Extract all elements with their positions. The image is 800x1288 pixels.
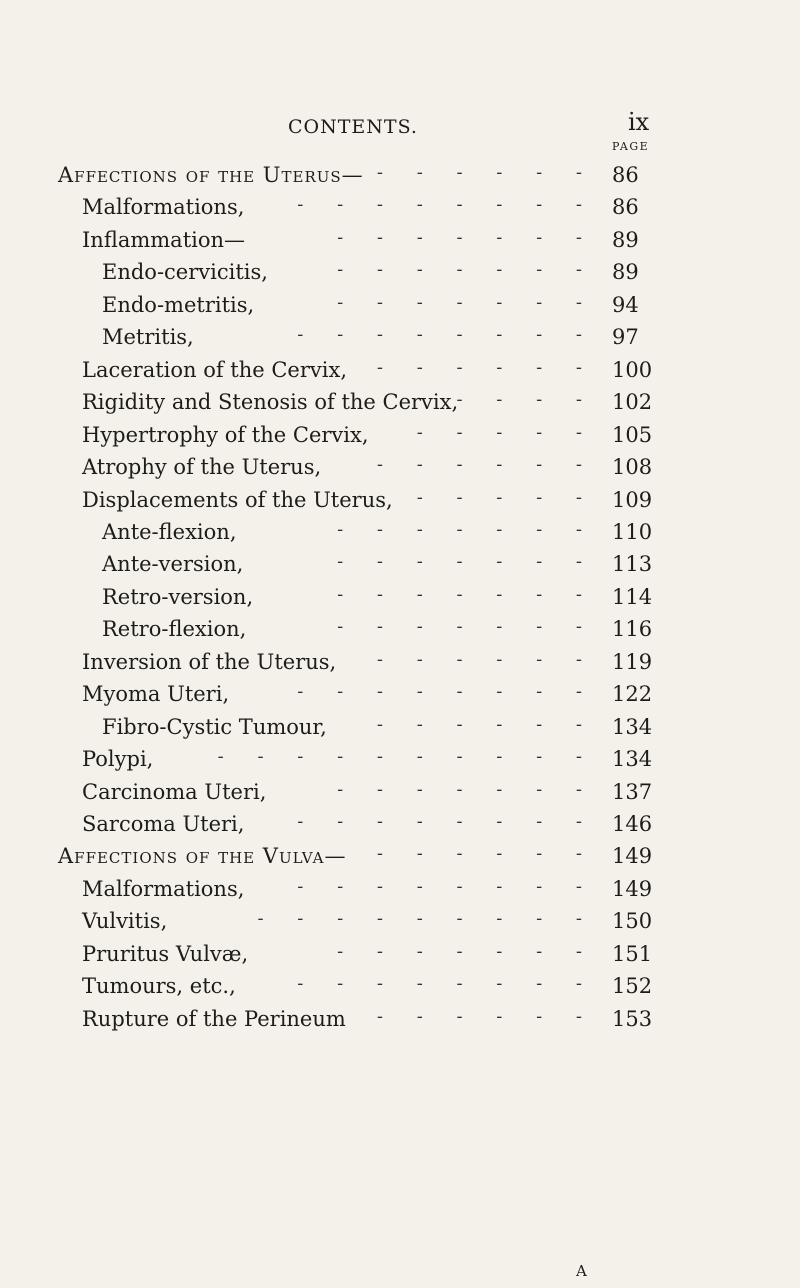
toc-entry-title: Pruritus Vulvæ, (82, 941, 249, 966)
toc-entry-page: 86 (612, 163, 639, 187)
toc-leader-dashes: - - - - - - - (337, 778, 596, 800)
toc-leader-dashes: - - - - - - (376, 713, 596, 735)
toc-entry (0, 255, 800, 289)
toc-entry-page: 116 (612, 617, 653, 642)
toc-leader-dashes: - - - - - - (376, 356, 596, 378)
toc-entry (0, 839, 800, 873)
toc-entry (0, 158, 800, 192)
toc-entry-title: Tumours, etc., (82, 974, 236, 999)
toc-entry-title: Myoma Uteri, (82, 682, 230, 707)
toc-entry-title: Endo-cervicitis, (102, 260, 268, 285)
toc-entry-title: Retro-version, (102, 584, 254, 609)
toc-entry-title: Endo-metritis, (102, 292, 255, 317)
toc-entry-page: 149 (612, 876, 653, 901)
toc-entry (0, 385, 800, 419)
toc-entry (0, 580, 800, 614)
toc-leader-dashes: - - - - - - - (337, 291, 596, 313)
toc-entry-page: 89 (612, 260, 639, 285)
toc-leader-dashes: - - - - - - - (337, 226, 596, 248)
toc-entry-page: 105 (612, 422, 653, 447)
header-page-number: ix (628, 108, 650, 136)
toc-entry-page: 89 (612, 227, 639, 252)
toc-entry-page: 86 (612, 195, 639, 220)
toc-entry-title: Inflammation— (82, 227, 246, 252)
toc-entry-title: Atrophy of the Uterus, (82, 455, 322, 480)
toc-leader-dashes: - - - - - - (376, 648, 596, 670)
toc-entry (0, 612, 800, 646)
toc-entry (0, 710, 800, 744)
toc-leader-dashes: - - - - - - - (337, 616, 596, 638)
toc-entry-page: 137 (612, 779, 653, 804)
toc-entry-page: 109 (612, 487, 653, 512)
toc-entry-page: 134 (612, 714, 653, 739)
toc-entry (0, 450, 800, 484)
toc-entry (0, 872, 800, 906)
toc-entry-page: 152 (612, 974, 653, 999)
toc-entry-title: Polypi, (82, 747, 154, 772)
toc-entry (0, 937, 800, 971)
toc-entry (0, 677, 800, 711)
toc-entry-title: Vulvitis, (82, 909, 168, 934)
toc-entry-page: 119 (612, 649, 653, 674)
toc-entry-title: Ante-flexion, (102, 519, 237, 544)
toc-entry-page: 114 (612, 584, 653, 609)
toc-entry-page: 102 (612, 390, 653, 415)
toc-entry-title: Laceration of the Cervix, (82, 357, 348, 382)
toc-leader-dashes: - - - - - - - (337, 940, 596, 962)
signature-mark: A (576, 1262, 587, 1280)
toc-entry (0, 547, 800, 581)
toc-entry (0, 807, 800, 841)
toc-entry-page: 122 (612, 682, 653, 707)
toc-leader-dashes: - - - - - (416, 421, 596, 443)
toc-leader-dashes: - - - - - - - - (297, 681, 596, 703)
toc-entry-title: Inversion of the Uterus, (82, 649, 337, 674)
toc-leader-dashes: - - - - - - - - - - (217, 746, 596, 768)
toc-leader-dashes: - - - - - - - (337, 551, 596, 573)
toc-entry (0, 190, 800, 224)
toc-leader-dashes: - - - - - - (376, 843, 596, 865)
toc-leader-dashes: - - - - (456, 389, 596, 411)
toc-entry-title: Carcinoma Uteri, (82, 779, 267, 804)
toc-leader-dashes: - - - - - - (376, 1005, 596, 1027)
toc-entry-title: Rigidity and Stenosis of the Cervix, (82, 390, 459, 415)
toc-entry-title: Displacements of the Uterus, (82, 487, 393, 512)
toc-entry (0, 775, 800, 809)
toc-leader-dashes: - - - - - - - (337, 259, 596, 281)
toc-leader-dashes: - - - - - - - - (297, 875, 596, 897)
header-title: CONTENTS. (288, 116, 418, 138)
toc-entry-page: 149 (612, 844, 653, 869)
toc-entry-title: Rupture of the Perineum (82, 1006, 346, 1031)
toc-leader-dashes: - - - - - - - - - (257, 908, 596, 930)
page-column-label: PAGE (612, 140, 650, 153)
toc-entry (0, 904, 800, 938)
toc-entry (0, 418, 800, 452)
toc-entry-title: Metritis, (102, 325, 194, 350)
toc-leader-dashes: - - - - - - (376, 454, 596, 476)
toc-leader-dashes: - - - - - - - - (297, 811, 596, 832)
toc-leader-dashes: - - - - - - - (337, 583, 596, 605)
toc-leader-dashes: - - - - - (416, 486, 596, 508)
toc-entry-title: Affections of the Vulva— (58, 844, 347, 869)
toc-entry-page: 94 (612, 292, 639, 317)
toc-entry-title: Retro-flexion, (102, 617, 247, 642)
toc-entry-title: Sarcoma Uteri, (82, 812, 245, 836)
toc-entry (0, 483, 800, 517)
toc-entry (0, 320, 800, 354)
toc-entry (0, 223, 800, 257)
toc-entry-title: Affections of the Uterus— (58, 163, 364, 187)
toc-leader-dashes: - - - - - - - - (297, 194, 596, 216)
toc-entry (0, 969, 800, 1003)
toc-entry (0, 288, 800, 322)
toc-leader-dashes: - - - - - - - - (297, 973, 596, 995)
toc-entry-page: 151 (612, 941, 653, 966)
toc-entry-title: Malformations, (82, 876, 245, 901)
toc-entry-page: 153 (612, 1006, 653, 1031)
toc-entry-title: Hypertrophy of the Cervix, (82, 422, 369, 447)
toc-entry (0, 645, 800, 679)
toc-entry-page: 108 (612, 455, 653, 480)
toc-entry (0, 515, 800, 549)
toc-entry-title: Ante-version, (102, 552, 244, 577)
toc-leader-dashes: - - - - - - (376, 162, 596, 183)
toc-entry-page: 97 (612, 325, 639, 350)
toc-entry-title: Fibro-Cystic Tumour, (102, 714, 327, 739)
toc-entry-page: 150 (612, 909, 653, 934)
toc-entry (0, 742, 800, 776)
toc-entry (0, 353, 800, 387)
toc-entry-page: 113 (612, 552, 653, 577)
toc-leader-dashes: - - - - - - - (337, 518, 596, 540)
toc-leader-dashes: - - - - - - - - (297, 324, 596, 346)
toc-entry-page: 134 (612, 747, 653, 772)
toc-entry-page: 110 (612, 519, 653, 544)
toc-entry-title: Malformations, (82, 195, 245, 220)
toc-entry (0, 1002, 800, 1036)
toc-entry-page: 146 (612, 812, 653, 836)
toc-entry-page: 100 (612, 357, 653, 382)
